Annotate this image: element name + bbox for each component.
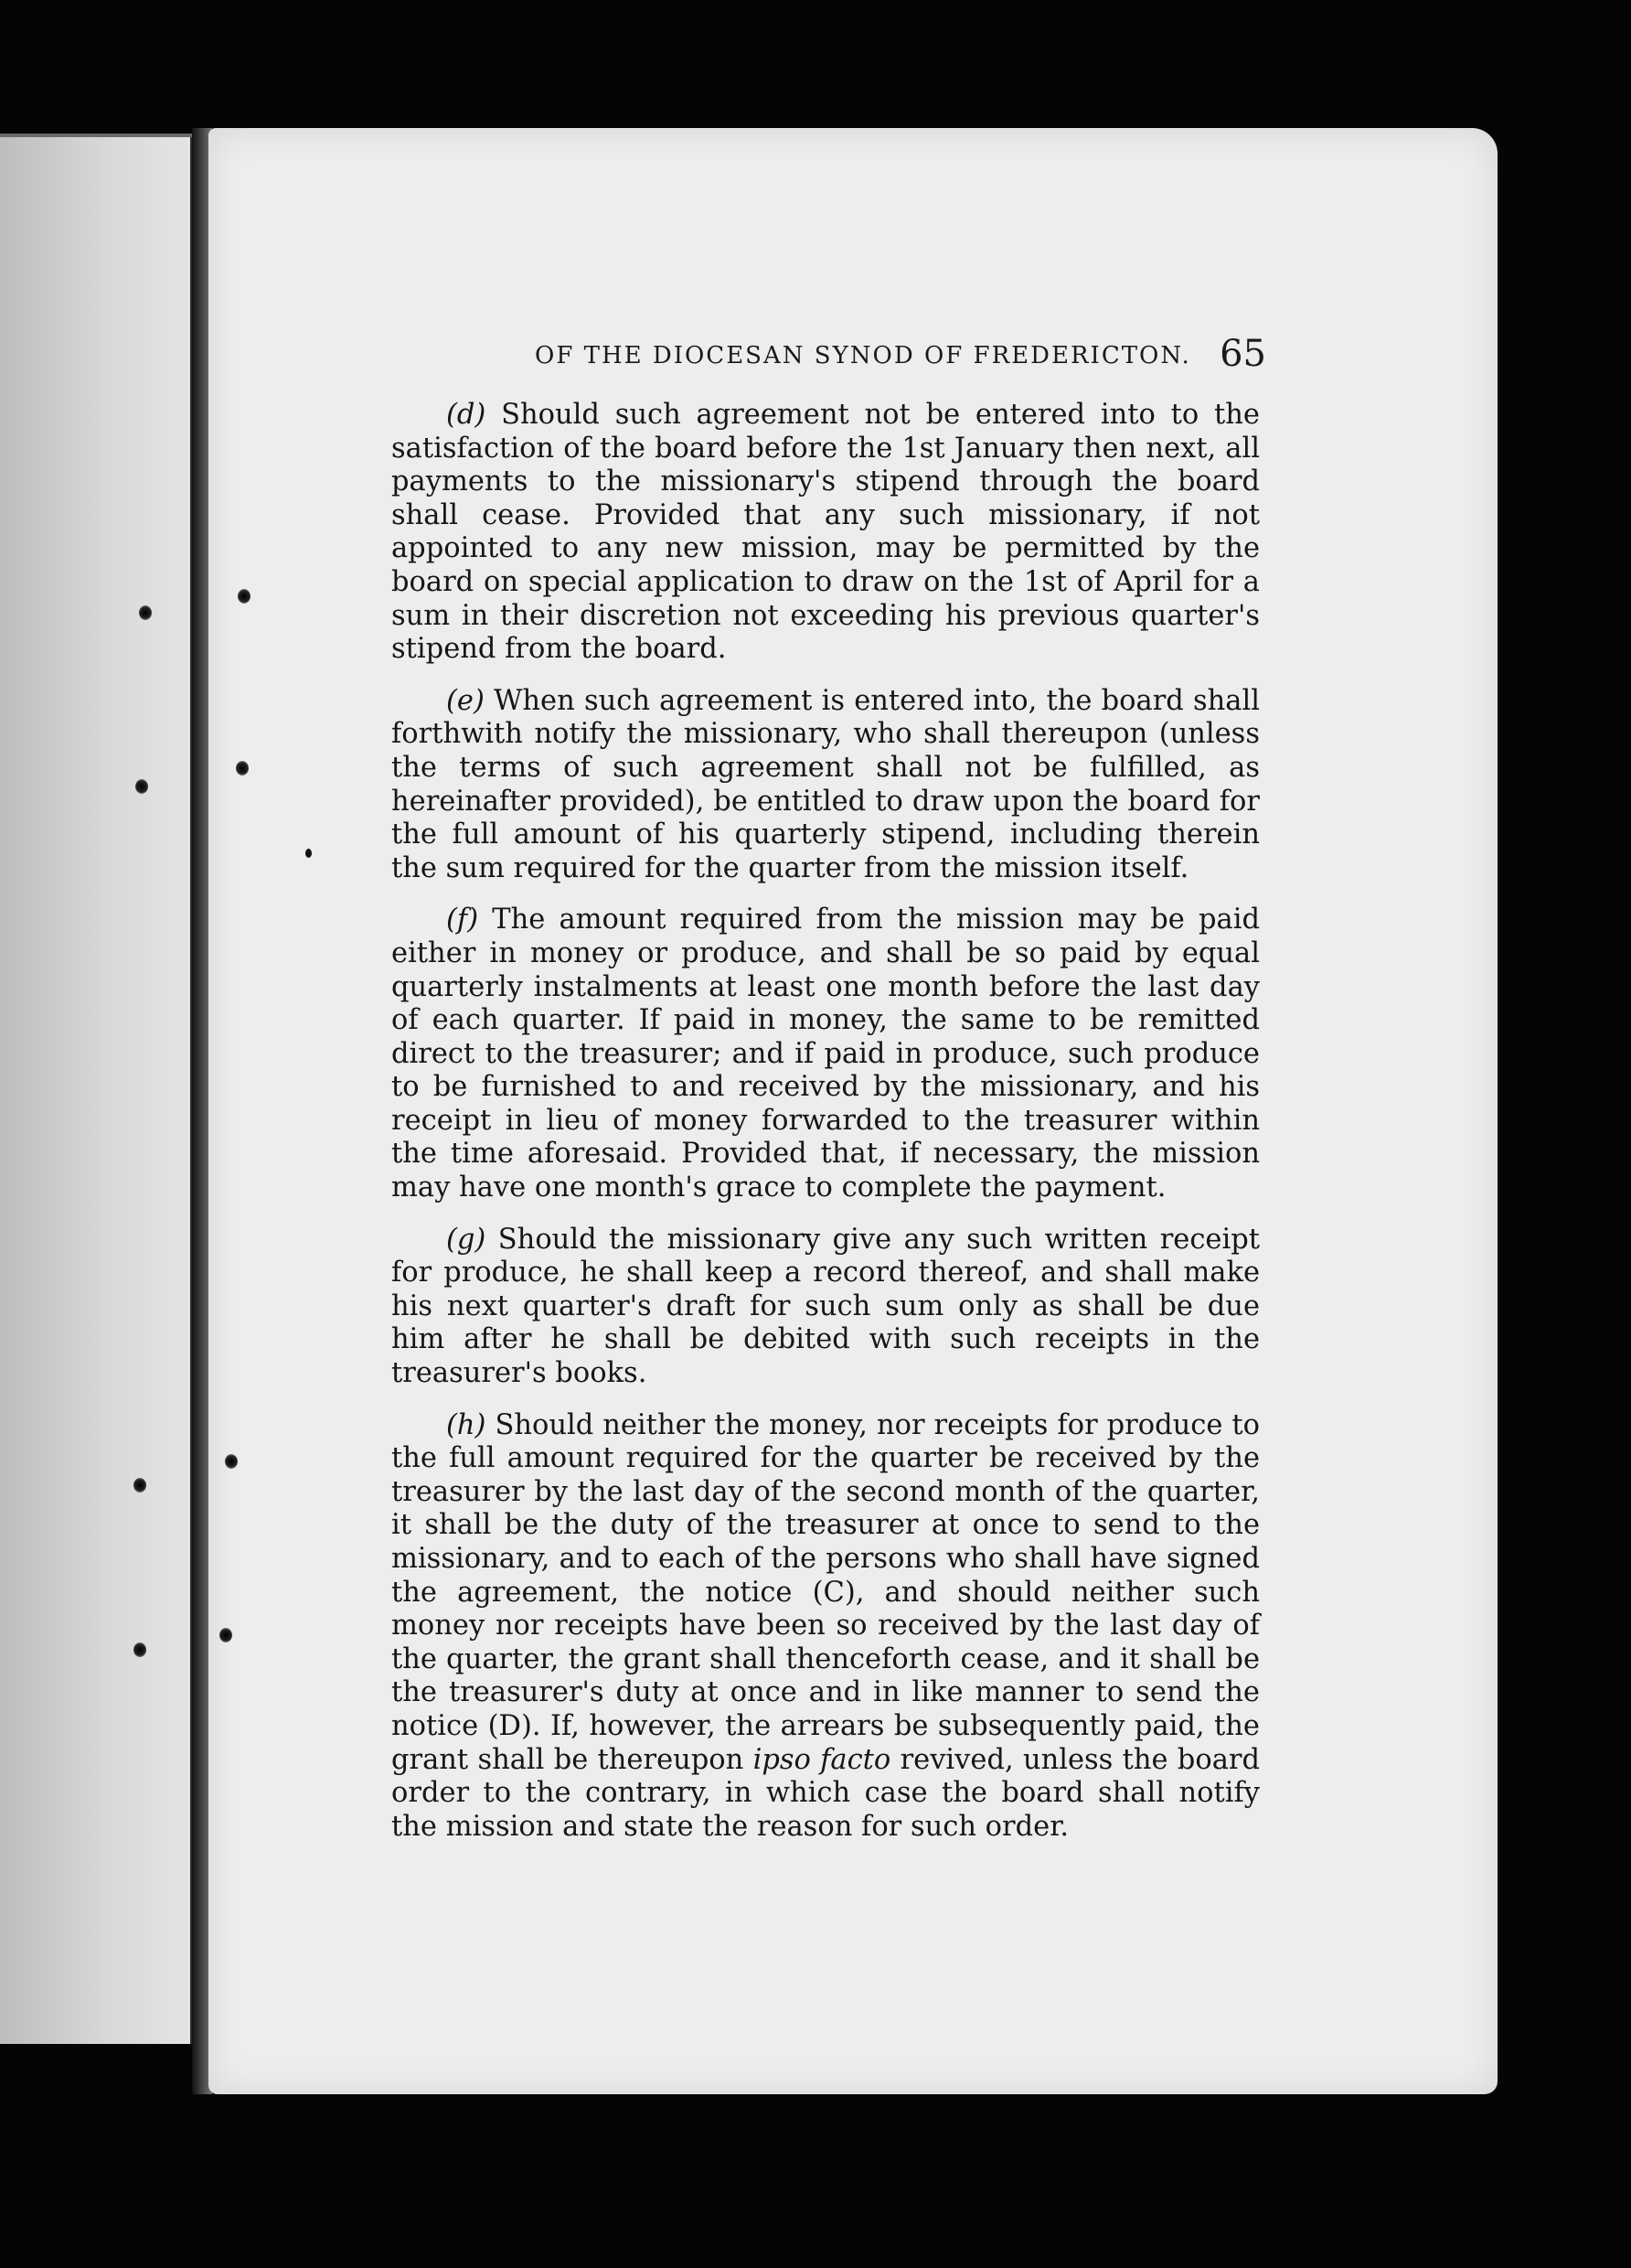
binding-hole	[133, 1478, 146, 1492]
page-number: 65	[1220, 333, 1266, 375]
binding-hole	[236, 761, 249, 776]
paragraph-f	[391, 904, 1260, 1204]
paragraph-letter: (g)	[446, 1223, 486, 1256]
paragraph-text: Should the missionary give any such written receipt for produce, he shall keep a record thereof, and shall make his next quarter's draft for such sum only as shall be due him after he shall be debited with such receipts in the treasurer's books.	[391, 1223, 1260, 1390]
paragraph-letter: (e)	[446, 684, 485, 717]
body-text	[391, 399, 1260, 1862]
paragraph-text: The amount required from the mission may be paid either in money or produce, and shall be so paid by equal quarterly instalments at least one month before the last day of each quarter. If paid in money, the same to be remitted direct to the treasurer; and if paid in produce, such produce to be furnished to and received by the missionary, and his receipt in lieu of money forwarded to the treasurer within the time aforesaid. Provided that, if necessary, the mission may have one month's grace to complete the payment.	[391, 904, 1260, 1204]
paragraph-text: When such agreement is entered into, the board shall forthwith notify the missionary, who shall thereupon (unless the terms of such agreement shall not be fulfilled, as hereinafter provided), be entitled to draw upon the board for the full amount of his quarterly stipend, including therein the sum required for the quarter from the mission itself.	[391, 684, 1260, 884]
binding-hole	[225, 1454, 238, 1469]
binding-hole	[219, 1628, 232, 1642]
previous-page-edge	[0, 137, 193, 2044]
italic-phrase: ipso facto	[752, 1743, 891, 1776]
page-header	[535, 333, 1266, 388]
ink-speck	[305, 849, 312, 858]
paragraph-d	[391, 399, 1260, 667]
binding-hole	[135, 779, 148, 794]
binding-hole	[133, 1642, 146, 1657]
paragraph-e	[391, 685, 1260, 886]
paragraph-letter: (h)	[446, 1408, 486, 1441]
paragraph-letter: (f)	[446, 904, 479, 936]
binding-hole	[139, 605, 152, 620]
paragraph-g	[391, 1224, 1260, 1391]
binding-hole	[238, 589, 251, 604]
paragraph-text: Should neither the money, nor receipts for produce to the full amount required for the quarter be received by the treasurer by the last day of the second month of the quarter, it shall be the duty of the treasurer at once to send to the missionary, and to each of the persons who shall have signed the agreement, the notice (C), and should neither such money nor receipts have been so received by the last day of the quarter, the grant shall thenceforth cease, and it shall be the treasurer's duty at once and in like manner to send the notice (D). If, however, the arrears be subsequently paid, the grant shall be thereupon	[391, 1408, 1260, 1776]
paragraph-text-continued: revived, unless the board order to the contrary, in which case the board shall notify the mission and state the reason for such order.	[391, 1743, 1260, 1843]
paragraph-text: Should such agreement not be entered into to the satisfaction of the board before the 1st January then next, all payments to the missionary's stipend through the board shall cease. Provided that any such missionary, if not appointed to any new mission, may be permitted by the board on special application to draw on the 1st of April for a sum in their discretion not exceeding his previous quarter's stipend from the board.	[391, 399, 1260, 666]
running-head: OF THE DIOCESAN SYNOD OF FREDERICTON.	[535, 342, 1191, 369]
paragraph-h	[391, 1409, 1260, 1845]
paragraph-letter: (d)	[446, 399, 486, 431]
